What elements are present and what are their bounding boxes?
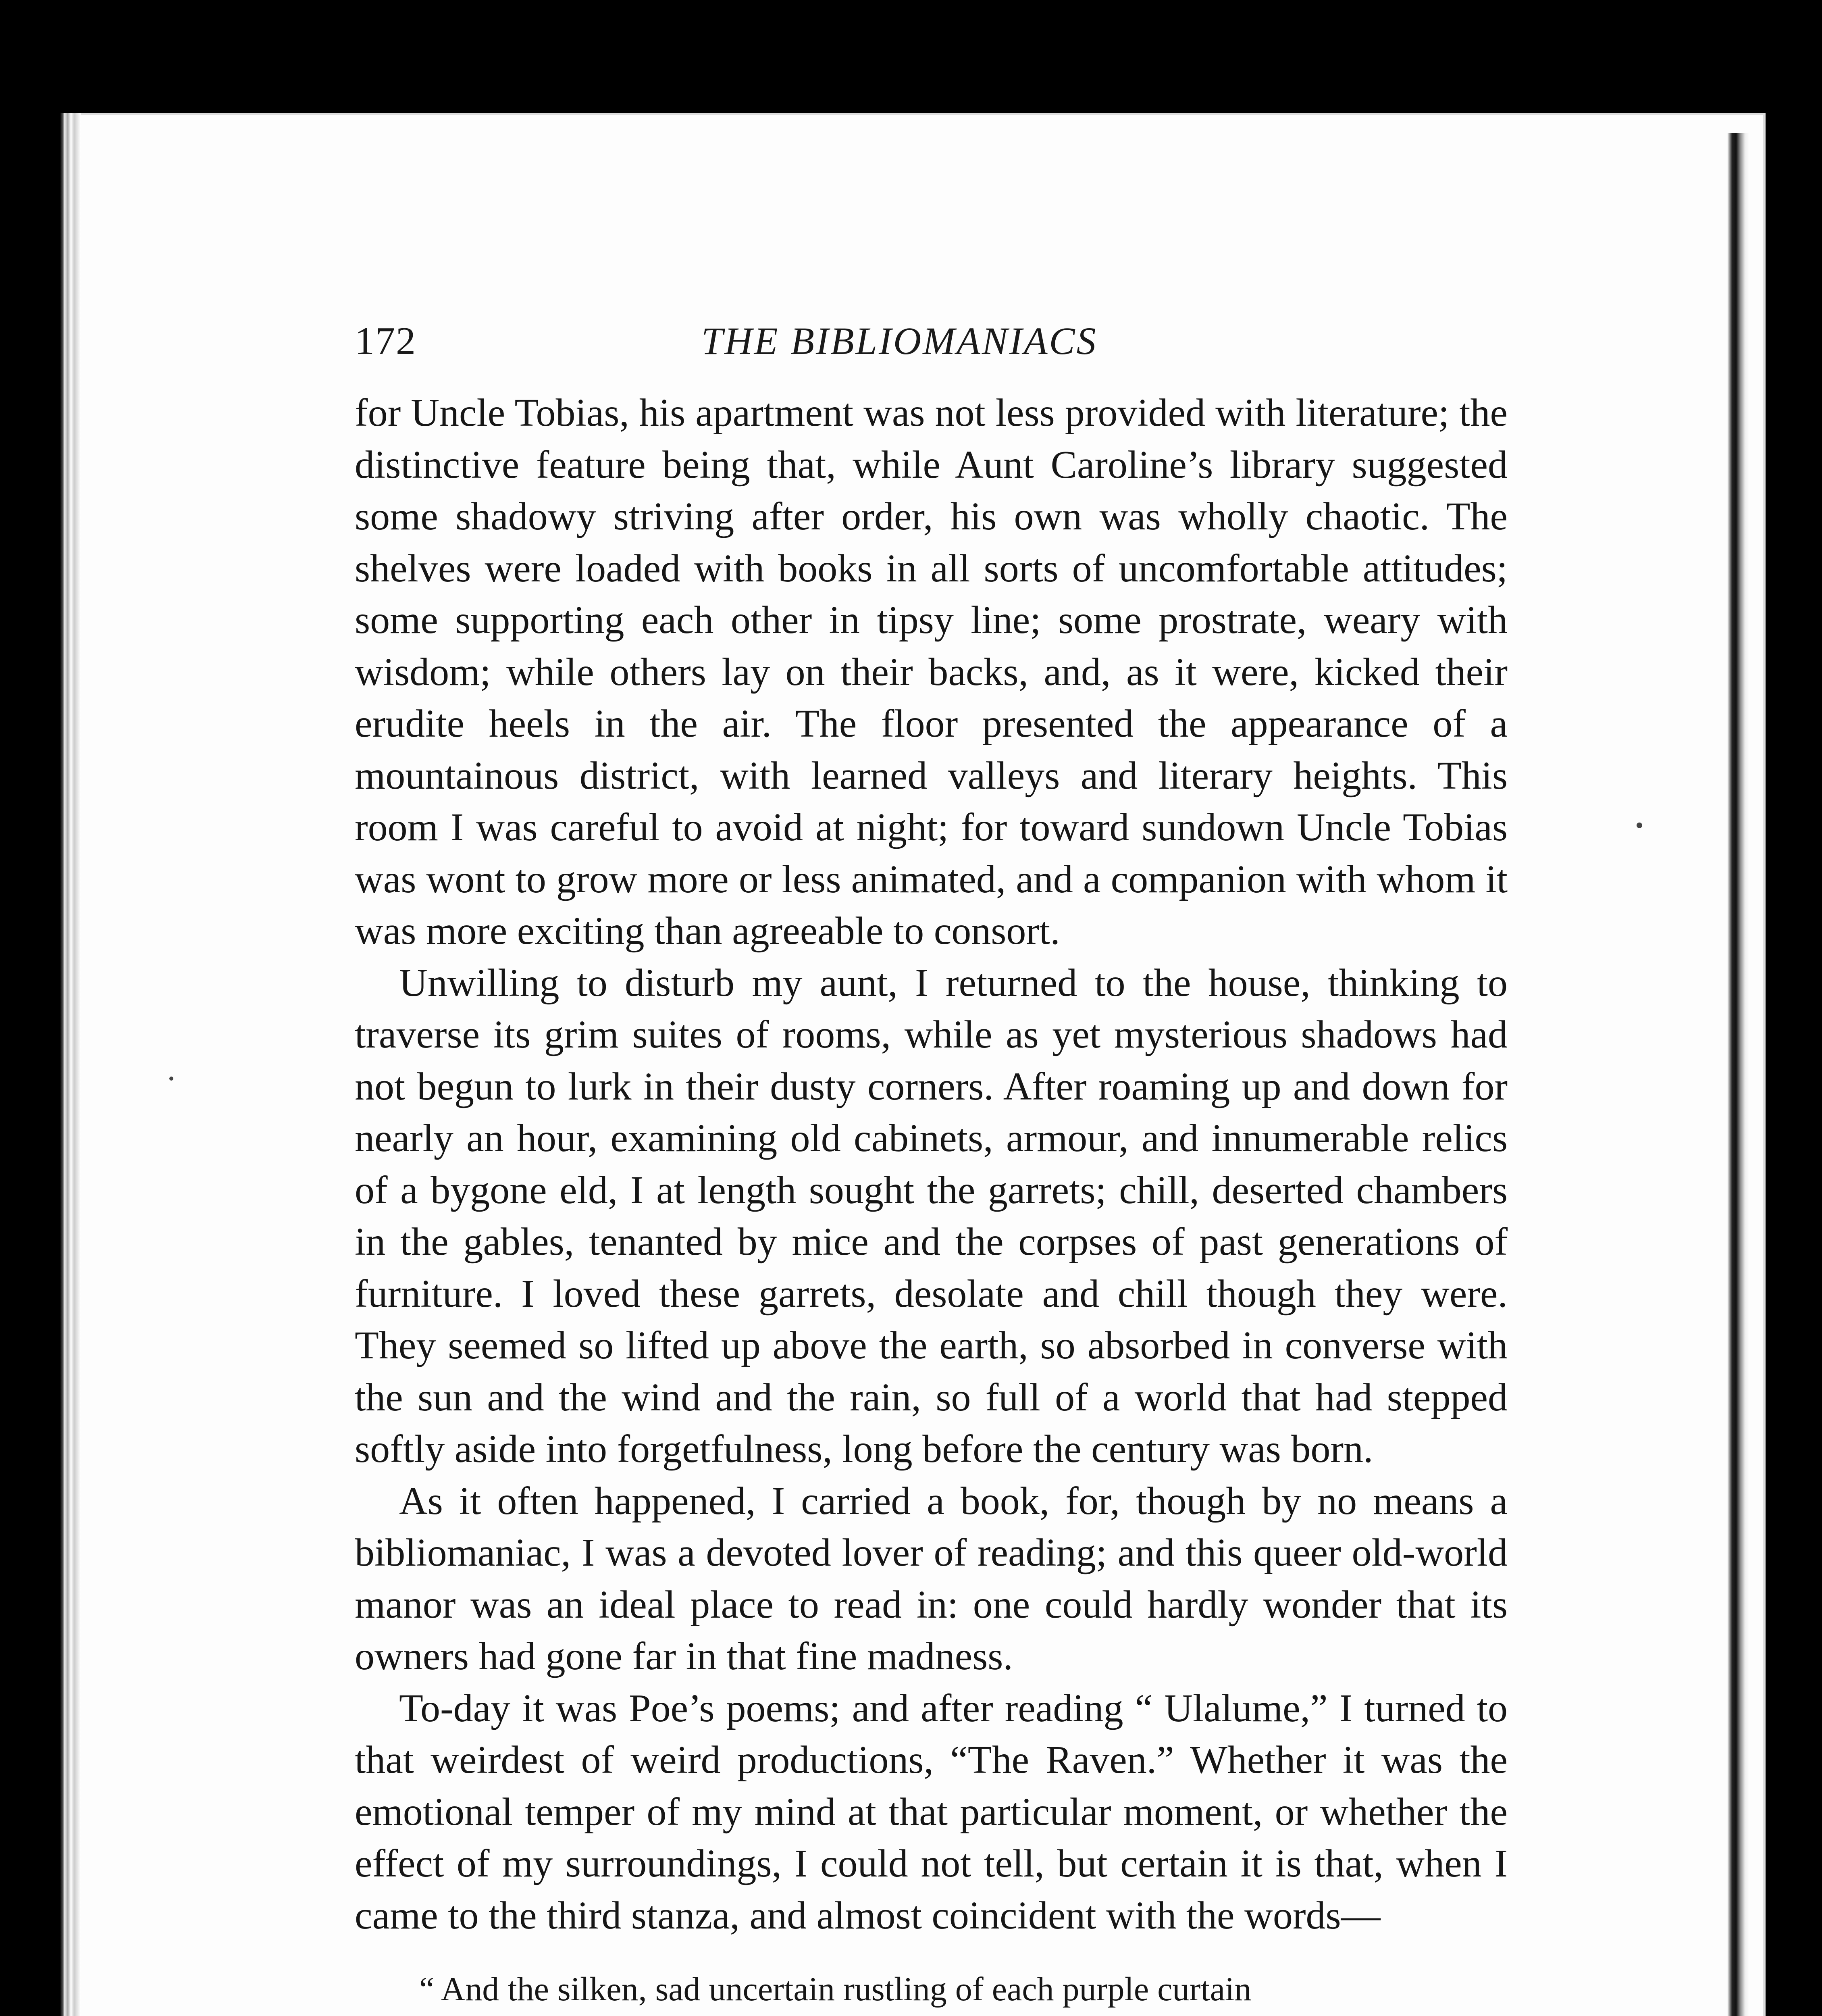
verse-quotation (419, 1966, 1508, 2016)
running-title: THE BIBLIOMANIACS (701, 319, 1098, 362)
page-left-binding-edge (60, 113, 81, 2016)
ink-speck (1637, 823, 1642, 828)
page-right-edge (1727, 133, 1749, 2016)
ink-speck (169, 1077, 173, 1081)
paragraph: To-day it was Poe’s poems; and after reading “ Ulalume,” I turned to that weirdest of weird productions, “The Raven.” Whether it was the emotional temper of my mind at that particular moment, or whether the effect of my surroundings, I could not tell, but certain it is that, when I came to the third stanza, and almost coincident with the words— (355, 1686, 1508, 1937)
body-text (355, 387, 1508, 2016)
page-number: 172 (355, 319, 416, 363)
verse-line: “ And the silken, sad uncertain rustling of each purple curtain (419, 1970, 1252, 2008)
verse-line (419, 2013, 1508, 2016)
paragraph: Unwilling to disturb my aunt, I returned to the house, thinking to traverse its grim suites of rooms, while as yet mysterious shadows had not begun to lurk in their dusty corners. After roaming up and down for nearly an hour, examining old cabinets, armour, and innumerable relics of a bygone eld, I at length sought the garrets; chill, deserted chambers in the gables, tenanted by mice and the corpses of past generations of furniture. I loved these garrets, desolate and chill though they were. They seemed so lifted up above the earth, so absorbed in converse with the sun and the wind and the rain, so full of a world that had stepped softly aside into forgetfulness, long before the century was born. (355, 961, 1508, 1471)
paragraph: As it often happened, I carried a book, for, though by no means a bibliomaniac, I was a devoted lover of reading; and this queer old-world manor was an ideal place to read in: one could hardly wonder that its owners had gone far in that fine madness. (355, 1479, 1508, 1678)
paragraph: for Uncle Tobias, his apartment was not less provided with literature; the distinctive feature being that, while Aunt Caroline’s library suggested some shadowy striving after order, his own was wholly chaotic. The shelves were loaded with books in all sorts of uncomfortable attitudes; some supporting each other in tipsy line; some prostrate, weary with wisdom; while others lay on their backs, and, as it were, kicked their erudite heels in the air. The floor presented the appearance of a mountainous district, with learned valleys and literary heights. This room I was careful to avoid at night; for toward sundown Uncle Tobias was wont to grow more or less animated, and a companion with whom it was more exciting than agreeable to consort. (355, 391, 1508, 953)
running-head (355, 319, 1508, 367)
